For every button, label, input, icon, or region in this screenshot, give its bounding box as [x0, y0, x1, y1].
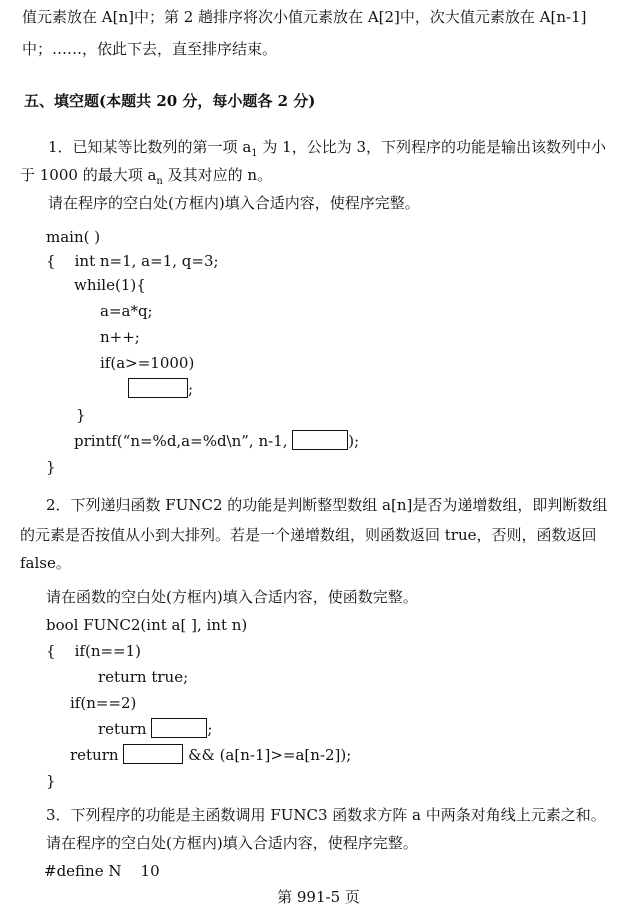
q1-code-close-outer: } [46, 458, 56, 476]
q1-instruction: 请在程序的空白处(方框内)填入合适内容，使程序完整。 [48, 194, 420, 212]
q3-define: #define N 10 [44, 862, 160, 880]
q2-line-3: false。 [20, 554, 71, 572]
q2-code-if2: if(n==2) [70, 694, 137, 712]
answer-blank-1[interactable] [128, 378, 188, 398]
q2-code-sig: bool FUNC2(int a[ ], int n) [46, 616, 248, 634]
q1-code-assign: a=a*q; [100, 302, 153, 320]
answer-blank-4[interactable] [123, 744, 183, 764]
q2-code-ret-blank: return ; [98, 720, 213, 738]
q1-code-decl: { int n=1, a=1, q=3; [46, 252, 219, 270]
q2-code-ret2: return && (a[n-1]>=a[n-2]); [70, 746, 352, 764]
q1-line-2: 于 1000 的最大项 $a_n$ 及其对应的 n。 [20, 166, 273, 187]
answer-blank-3[interactable] [151, 718, 207, 738]
q1-code-main: main( ) [46, 228, 101, 246]
q3-instruction: 请在程序的空白处(方框内)填入合适内容，使程序完整。 [46, 834, 418, 852]
q2-code-if1: { if(n==1) [46, 642, 142, 660]
q3-line-1: 3．下列程序的功能是主函数调用 FUNC3 函数求方阵 a 中两条对角线上元素之和。 [46, 806, 606, 824]
q1-code-printf: printf(“n=%d,a=%d\n”, n-1, ); [74, 432, 360, 450]
q2-line-2: 的元素是否按值从小到大排列。若是一个递增数组，则函数返回 true，否则，函数返回 [20, 526, 597, 544]
q2-line-1: 2．下列递归函数 FUNC2 的功能是判断整型数组 a[n]是否为递增数组，即判断数组 [46, 496, 608, 514]
q1-code-if: if(a>=1000) [100, 354, 195, 372]
q2-instruction: 请在函数的空白处(方框内)填入合适内容，使函数完整。 [46, 588, 418, 606]
q1-line-1: 1．已知某等比数列的第一项 $a_1$ 为 1，公比为 3，下列程序的功能是输出该数列中小 [48, 138, 607, 159]
q2-code-close: } [46, 772, 56, 790]
q1-code-close-inner: } [76, 406, 86, 424]
intro-line-2: 中；……，依此下去，直至排序结束。 [22, 40, 278, 58]
q1-code-while: while(1){ [74, 276, 146, 294]
section-heading: 五、填空题(本题共 20 分，每小题各 2 分) [24, 92, 316, 110]
page-number: 第 991-5 页 [277, 888, 360, 906]
q1-code-inc: n++; [100, 328, 140, 346]
q2-code-ret-true: return true; [98, 668, 189, 686]
q1-code-blank-line: ; [128, 378, 193, 400]
intro-line-1: 值元素放在 A[n]中；第 2 趟排序将次小值元素放在 A[2]中，次大值元素放在 A[n-1] [22, 8, 587, 26]
answer-blank-2[interactable] [292, 430, 348, 450]
